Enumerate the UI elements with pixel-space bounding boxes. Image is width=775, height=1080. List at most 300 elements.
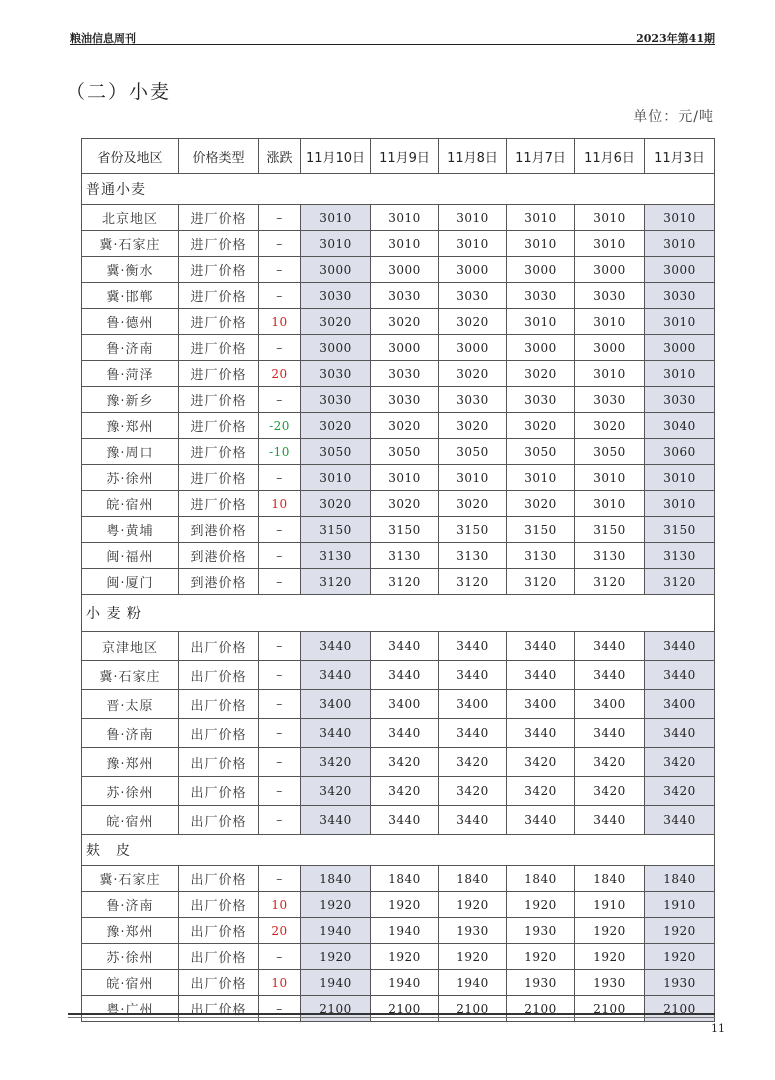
- price-cell: 3020: [301, 413, 371, 439]
- price-type-cell: 出厂价格: [179, 661, 259, 690]
- price-cell: 3130: [371, 543, 439, 569]
- region-cell: 冀·衡水: [82, 257, 179, 283]
- price-type-cell: 进厂价格: [179, 309, 259, 335]
- price-type-cell: 进厂价格: [179, 205, 259, 231]
- change-cell: 20: [259, 361, 301, 387]
- price-cell: 3010: [575, 465, 645, 491]
- price-cell: 3020: [439, 413, 507, 439]
- price-type-cell: 进厂价格: [179, 231, 259, 257]
- price-type-cell: 出厂价格: [179, 970, 259, 996]
- price-cell: 3030: [301, 283, 371, 309]
- price-cell: 3020: [507, 361, 575, 387]
- price-cell: 3150: [439, 517, 507, 543]
- change-cell: –: [259, 661, 301, 690]
- price-cell: 3130: [507, 543, 575, 569]
- price-cell: 1930: [645, 970, 715, 996]
- price-type-cell: 进厂价格: [179, 283, 259, 309]
- region-cell: 粤·黄埔: [82, 517, 179, 543]
- price-cell: 3010: [301, 465, 371, 491]
- price-cell: 3440: [439, 806, 507, 835]
- price-type-cell: 出厂价格: [179, 892, 259, 918]
- price-cell: 2100: [301, 996, 371, 1022]
- price-type-cell: 出厂价格: [179, 719, 259, 748]
- price-cell: 3020: [301, 491, 371, 517]
- change-cell: –: [259, 748, 301, 777]
- price-cell: 1920: [301, 944, 371, 970]
- price-cell: 2100: [439, 996, 507, 1022]
- price-cell: 1920: [645, 944, 715, 970]
- price-cell: 3000: [301, 257, 371, 283]
- price-cell: 1920: [439, 892, 507, 918]
- column-header: 11月6日: [575, 139, 645, 174]
- change-cell: –: [259, 866, 301, 892]
- price-cell: 3030: [645, 283, 715, 309]
- change-cell: –: [259, 335, 301, 361]
- price-cell: 1920: [507, 892, 575, 918]
- column-header: 价格类型: [179, 139, 259, 174]
- price-cell: 3150: [575, 517, 645, 543]
- price-cell: 3030: [301, 361, 371, 387]
- region-cell: 鲁·济南: [82, 892, 179, 918]
- price-cell: 3400: [439, 690, 507, 719]
- price-type-cell: 进厂价格: [179, 257, 259, 283]
- page-number: 11: [711, 1022, 725, 1035]
- price-cell: 3000: [645, 335, 715, 361]
- region-cell: 豫·郑州: [82, 918, 179, 944]
- price-cell: 3420: [645, 748, 715, 777]
- price-cell: 1930: [439, 918, 507, 944]
- table-body: [82, 174, 715, 1022]
- price-cell: 3440: [575, 632, 645, 661]
- price-cell: 1920: [439, 944, 507, 970]
- price-cell: 1920: [507, 944, 575, 970]
- table-row: [82, 517, 715, 543]
- price-cell: 1840: [507, 866, 575, 892]
- price-type-cell: 进厂价格: [179, 465, 259, 491]
- price-cell: 3050: [439, 439, 507, 465]
- price-cell: 3010: [575, 205, 645, 231]
- price-cell: 3050: [301, 439, 371, 465]
- price-cell: 3010: [301, 231, 371, 257]
- price-cell: 3020: [439, 361, 507, 387]
- price-cell: 3130: [645, 543, 715, 569]
- change-cell: 20: [259, 918, 301, 944]
- region-cell: 鲁·菏泽: [82, 361, 179, 387]
- price-cell: 2100: [575, 996, 645, 1022]
- change-cell: –: [259, 465, 301, 491]
- price-cell: 3130: [439, 543, 507, 569]
- price-cell: 3010: [301, 205, 371, 231]
- price-cell: 1930: [507, 918, 575, 944]
- table-row: [82, 491, 715, 517]
- price-cell: 3120: [371, 569, 439, 595]
- price-cell: 3120: [507, 569, 575, 595]
- table-row: [82, 387, 715, 413]
- price-cell: 1840: [645, 866, 715, 892]
- price-cell: 1920: [645, 918, 715, 944]
- column-header: 11月10日: [301, 139, 371, 174]
- price-cell: 1940: [371, 970, 439, 996]
- price-cell: 3000: [371, 257, 439, 283]
- price-cell: 3010: [507, 231, 575, 257]
- price-cell: 3010: [439, 231, 507, 257]
- price-cell: 3010: [645, 491, 715, 517]
- change-cell: 10: [259, 491, 301, 517]
- price-cell: 3000: [645, 257, 715, 283]
- price-cell: 3010: [575, 231, 645, 257]
- price-cell: 3010: [371, 205, 439, 231]
- price-cell: 3120: [645, 569, 715, 595]
- table-row: [82, 866, 715, 892]
- price-cell: 3150: [645, 517, 715, 543]
- table-row: [82, 309, 715, 335]
- table-row: [82, 918, 715, 944]
- price-cell: 3040: [645, 413, 715, 439]
- price-type-cell: 进厂价格: [179, 491, 259, 517]
- price-cell: 3000: [575, 335, 645, 361]
- price-type-cell: 出厂价格: [179, 944, 259, 970]
- column-header: 省份及地区: [82, 139, 179, 174]
- price-cell: 3020: [439, 309, 507, 335]
- price-cell: 3010: [645, 361, 715, 387]
- price-cell: 3030: [439, 387, 507, 413]
- price-cell: 3440: [439, 661, 507, 690]
- price-cell: 3030: [507, 283, 575, 309]
- price-cell: 3020: [575, 413, 645, 439]
- price-cell: 3420: [371, 748, 439, 777]
- price-cell: 3420: [507, 748, 575, 777]
- price-cell: 3440: [371, 806, 439, 835]
- price-cell: 3000: [507, 335, 575, 361]
- region-cell: 鲁·济南: [82, 719, 179, 748]
- price-cell: 1930: [507, 970, 575, 996]
- price-cell: 3020: [371, 309, 439, 335]
- price-cell: 3030: [301, 387, 371, 413]
- price-cell: 1920: [575, 944, 645, 970]
- price-cell: 2100: [645, 996, 715, 1022]
- price-cell: 3010: [507, 465, 575, 491]
- table-row: [82, 806, 715, 835]
- price-cell: 3440: [371, 661, 439, 690]
- price-type-cell: 出厂价格: [179, 690, 259, 719]
- change-cell: –: [259, 777, 301, 806]
- price-cell: 3030: [645, 387, 715, 413]
- price-cell: 3060: [645, 439, 715, 465]
- price-cell: 3400: [645, 690, 715, 719]
- price-cell: 3020: [507, 413, 575, 439]
- table-row: [82, 661, 715, 690]
- issue-number: 2023年第41期: [636, 32, 715, 45]
- price-cell: 3030: [575, 387, 645, 413]
- section-label: 麸 皮: [82, 835, 715, 866]
- price-cell: 3400: [507, 690, 575, 719]
- region-cell: 鲁·德州: [82, 309, 179, 335]
- price-cell: 3120: [575, 569, 645, 595]
- price-type-cell: 出厂价格: [179, 996, 259, 1022]
- price-cell: 3020: [439, 491, 507, 517]
- column-header: 11月8日: [439, 139, 507, 174]
- price-type-cell: 出厂价格: [179, 918, 259, 944]
- region-cell: 皖·宿州: [82, 970, 179, 996]
- price-cell: 3440: [645, 661, 715, 690]
- change-cell: 10: [259, 970, 301, 996]
- price-cell: 3050: [371, 439, 439, 465]
- price-cell: 3020: [507, 491, 575, 517]
- column-header: 11月9日: [371, 139, 439, 174]
- publication-name: 粮油信息周刊: [70, 32, 136, 45]
- change-cell: –: [259, 231, 301, 257]
- price-cell: 2100: [371, 996, 439, 1022]
- change-cell: –: [259, 996, 301, 1022]
- region-cell: 皖·宿州: [82, 806, 179, 835]
- price-cell: 3000: [439, 335, 507, 361]
- table-row: [82, 361, 715, 387]
- change-cell: –: [259, 257, 301, 283]
- table-row: [82, 970, 715, 996]
- price-cell: 3030: [439, 283, 507, 309]
- table-row: [82, 231, 715, 257]
- price-cell: 3030: [371, 361, 439, 387]
- region-cell: 冀·石家庄: [82, 231, 179, 257]
- region-cell: 晋·太原: [82, 690, 179, 719]
- price-cell: 3120: [301, 569, 371, 595]
- table-row: [82, 719, 715, 748]
- change-cell: –: [259, 543, 301, 569]
- price-cell: 3010: [645, 205, 715, 231]
- price-cell: 3440: [645, 719, 715, 748]
- price-cell: 3400: [301, 690, 371, 719]
- region-cell: 冀·石家庄: [82, 866, 179, 892]
- change-cell: 10: [259, 892, 301, 918]
- price-cell: 3440: [301, 661, 371, 690]
- region-cell: 豫·郑州: [82, 413, 179, 439]
- section-row: [82, 835, 715, 866]
- region-cell: 北京地区: [82, 205, 179, 231]
- table-row: [82, 543, 715, 569]
- change-cell: –: [259, 283, 301, 309]
- price-cell: 3120: [439, 569, 507, 595]
- change-cell: –: [259, 205, 301, 231]
- region-cell: 豫·郑州: [82, 748, 179, 777]
- price-cell: 3010: [575, 491, 645, 517]
- price-cell: 3150: [301, 517, 371, 543]
- price-cell: 1940: [439, 970, 507, 996]
- table-row: [82, 777, 715, 806]
- price-type-cell: 到港价格: [179, 517, 259, 543]
- table-row: [82, 283, 715, 309]
- price-cell: 3150: [507, 517, 575, 543]
- price-cell: 3150: [371, 517, 439, 543]
- region-cell: 皖·宿州: [82, 491, 179, 517]
- price-type-cell: 出厂价格: [179, 866, 259, 892]
- footer-rule-thin: [68, 1017, 715, 1018]
- price-cell: 1930: [575, 970, 645, 996]
- price-cell: 3020: [301, 309, 371, 335]
- price-cell: 3030: [371, 387, 439, 413]
- price-type-cell: 出厂价格: [179, 806, 259, 835]
- price-cell: 3440: [439, 719, 507, 748]
- price-cell: 3130: [575, 543, 645, 569]
- price-cell: 1920: [371, 892, 439, 918]
- price-cell: 3440: [371, 632, 439, 661]
- change-cell: –: [259, 569, 301, 595]
- table-header-row: [82, 139, 715, 174]
- price-cell: 3050: [507, 439, 575, 465]
- price-cell: 3440: [371, 719, 439, 748]
- change-cell: –: [259, 690, 301, 719]
- price-type-cell: 出厂价格: [179, 748, 259, 777]
- change-cell: –: [259, 719, 301, 748]
- price-cell: 3420: [645, 777, 715, 806]
- price-type-cell: 进厂价格: [179, 439, 259, 465]
- unit-label: 单位：元/吨: [633, 109, 714, 125]
- column-header: 11月3日: [645, 139, 715, 174]
- price-type-cell: 进厂价格: [179, 387, 259, 413]
- price-cell: 3440: [507, 719, 575, 748]
- price-cell: 3440: [645, 632, 715, 661]
- price-cell: 3440: [439, 632, 507, 661]
- price-cell: 3010: [645, 309, 715, 335]
- price-cell: 3420: [439, 777, 507, 806]
- price-type-cell: 出厂价格: [179, 777, 259, 806]
- page-header: [70, 30, 715, 46]
- price-cell: 3440: [507, 806, 575, 835]
- price-cell: 3010: [439, 205, 507, 231]
- price-cell: 3010: [645, 465, 715, 491]
- table-row: [82, 569, 715, 595]
- header-rule: [70, 44, 715, 45]
- price-type-cell: 进厂价格: [179, 413, 259, 439]
- price-cell: 3000: [439, 257, 507, 283]
- price-cell: 3030: [507, 387, 575, 413]
- price-cell: 1940: [301, 918, 371, 944]
- price-cell: 1910: [575, 892, 645, 918]
- price-cell: 3010: [371, 465, 439, 491]
- price-cell: 3420: [301, 748, 371, 777]
- price-cell: 3420: [371, 777, 439, 806]
- table-row: [82, 257, 715, 283]
- price-cell: 3010: [645, 231, 715, 257]
- section-label: 小 麦 粉: [82, 595, 715, 632]
- region-cell: 苏·徐州: [82, 465, 179, 491]
- table-row: [82, 892, 715, 918]
- price-cell: 3400: [575, 690, 645, 719]
- price-cell: 1920: [301, 892, 371, 918]
- price-cell: 3440: [507, 661, 575, 690]
- price-cell: 3440: [301, 632, 371, 661]
- section-row: [82, 174, 715, 205]
- table-row: [82, 335, 715, 361]
- price-type-cell: 进厂价格: [179, 361, 259, 387]
- section-row: [82, 595, 715, 632]
- price-cell: 3010: [507, 309, 575, 335]
- price-cell: 1940: [371, 918, 439, 944]
- change-cell: -10: [259, 439, 301, 465]
- region-cell: 鲁·济南: [82, 335, 179, 361]
- table-row: [82, 748, 715, 777]
- price-type-cell: 到港价格: [179, 543, 259, 569]
- price-cell: 3010: [439, 465, 507, 491]
- table-row: [82, 690, 715, 719]
- price-cell: 3400: [371, 690, 439, 719]
- price-cell: 3000: [575, 257, 645, 283]
- price-cell: 3050: [575, 439, 645, 465]
- price-cell: 3440: [507, 632, 575, 661]
- price-cell: 3030: [575, 283, 645, 309]
- change-cell: –: [259, 806, 301, 835]
- table-row: [82, 944, 715, 970]
- table-row: [82, 439, 715, 465]
- region-cell: 冀·邯郸: [82, 283, 179, 309]
- table-row: [82, 205, 715, 231]
- price-type-cell: 到港价格: [179, 569, 259, 595]
- section-label: 普通小麦: [82, 174, 715, 205]
- price-cell: 1910: [645, 892, 715, 918]
- footer-rule: [68, 1013, 715, 1015]
- price-cell: 3420: [301, 777, 371, 806]
- price-cell: 3130: [301, 543, 371, 569]
- region-cell: 苏·徐州: [82, 944, 179, 970]
- price-cell: 3030: [371, 283, 439, 309]
- region-cell: 苏·徐州: [82, 777, 179, 806]
- price-cell: 1840: [439, 866, 507, 892]
- region-cell: 京津地区: [82, 632, 179, 661]
- price-cell: 3010: [575, 309, 645, 335]
- change-cell: 10: [259, 309, 301, 335]
- price-cell: 2100: [507, 996, 575, 1022]
- column-header: 11月7日: [507, 139, 575, 174]
- region-cell: 闽·福州: [82, 543, 179, 569]
- price-cell: 3440: [645, 806, 715, 835]
- price-cell: 3010: [575, 361, 645, 387]
- price-cell: 3020: [371, 491, 439, 517]
- change-cell: –: [259, 387, 301, 413]
- table-row: [82, 632, 715, 661]
- change-cell: –: [259, 517, 301, 543]
- region-cell: 闽·厦门: [82, 569, 179, 595]
- section-title: （二）小麦: [66, 81, 172, 103]
- price-table: [81, 138, 715, 1022]
- price-cell: 3440: [301, 719, 371, 748]
- price-cell: 3420: [507, 777, 575, 806]
- price-cell: 3440: [575, 806, 645, 835]
- region-cell: 冀·石家庄: [82, 661, 179, 690]
- price-type-cell: 进厂价格: [179, 335, 259, 361]
- price-cell: 1840: [575, 866, 645, 892]
- price-cell: 3420: [439, 748, 507, 777]
- price-cell: 3440: [575, 661, 645, 690]
- table-row: [82, 413, 715, 439]
- price-type-cell: 出厂价格: [179, 632, 259, 661]
- price-cell: 1920: [371, 944, 439, 970]
- change-cell: -20: [259, 413, 301, 439]
- column-header: 涨跌: [259, 139, 301, 174]
- region-cell: 豫·新乡: [82, 387, 179, 413]
- price-cell: 3440: [301, 806, 371, 835]
- price-cell: 3000: [301, 335, 371, 361]
- region-cell: 豫·周口: [82, 439, 179, 465]
- table-row: [82, 465, 715, 491]
- change-cell: –: [259, 632, 301, 661]
- price-cell: 3420: [575, 748, 645, 777]
- price-cell: 3000: [507, 257, 575, 283]
- price-cell: 1940: [301, 970, 371, 996]
- price-cell: 3020: [371, 413, 439, 439]
- change-cell: –: [259, 944, 301, 970]
- price-cell: 3420: [575, 777, 645, 806]
- region-cell: 粤·广州: [82, 996, 179, 1022]
- price-cell: 3010: [371, 231, 439, 257]
